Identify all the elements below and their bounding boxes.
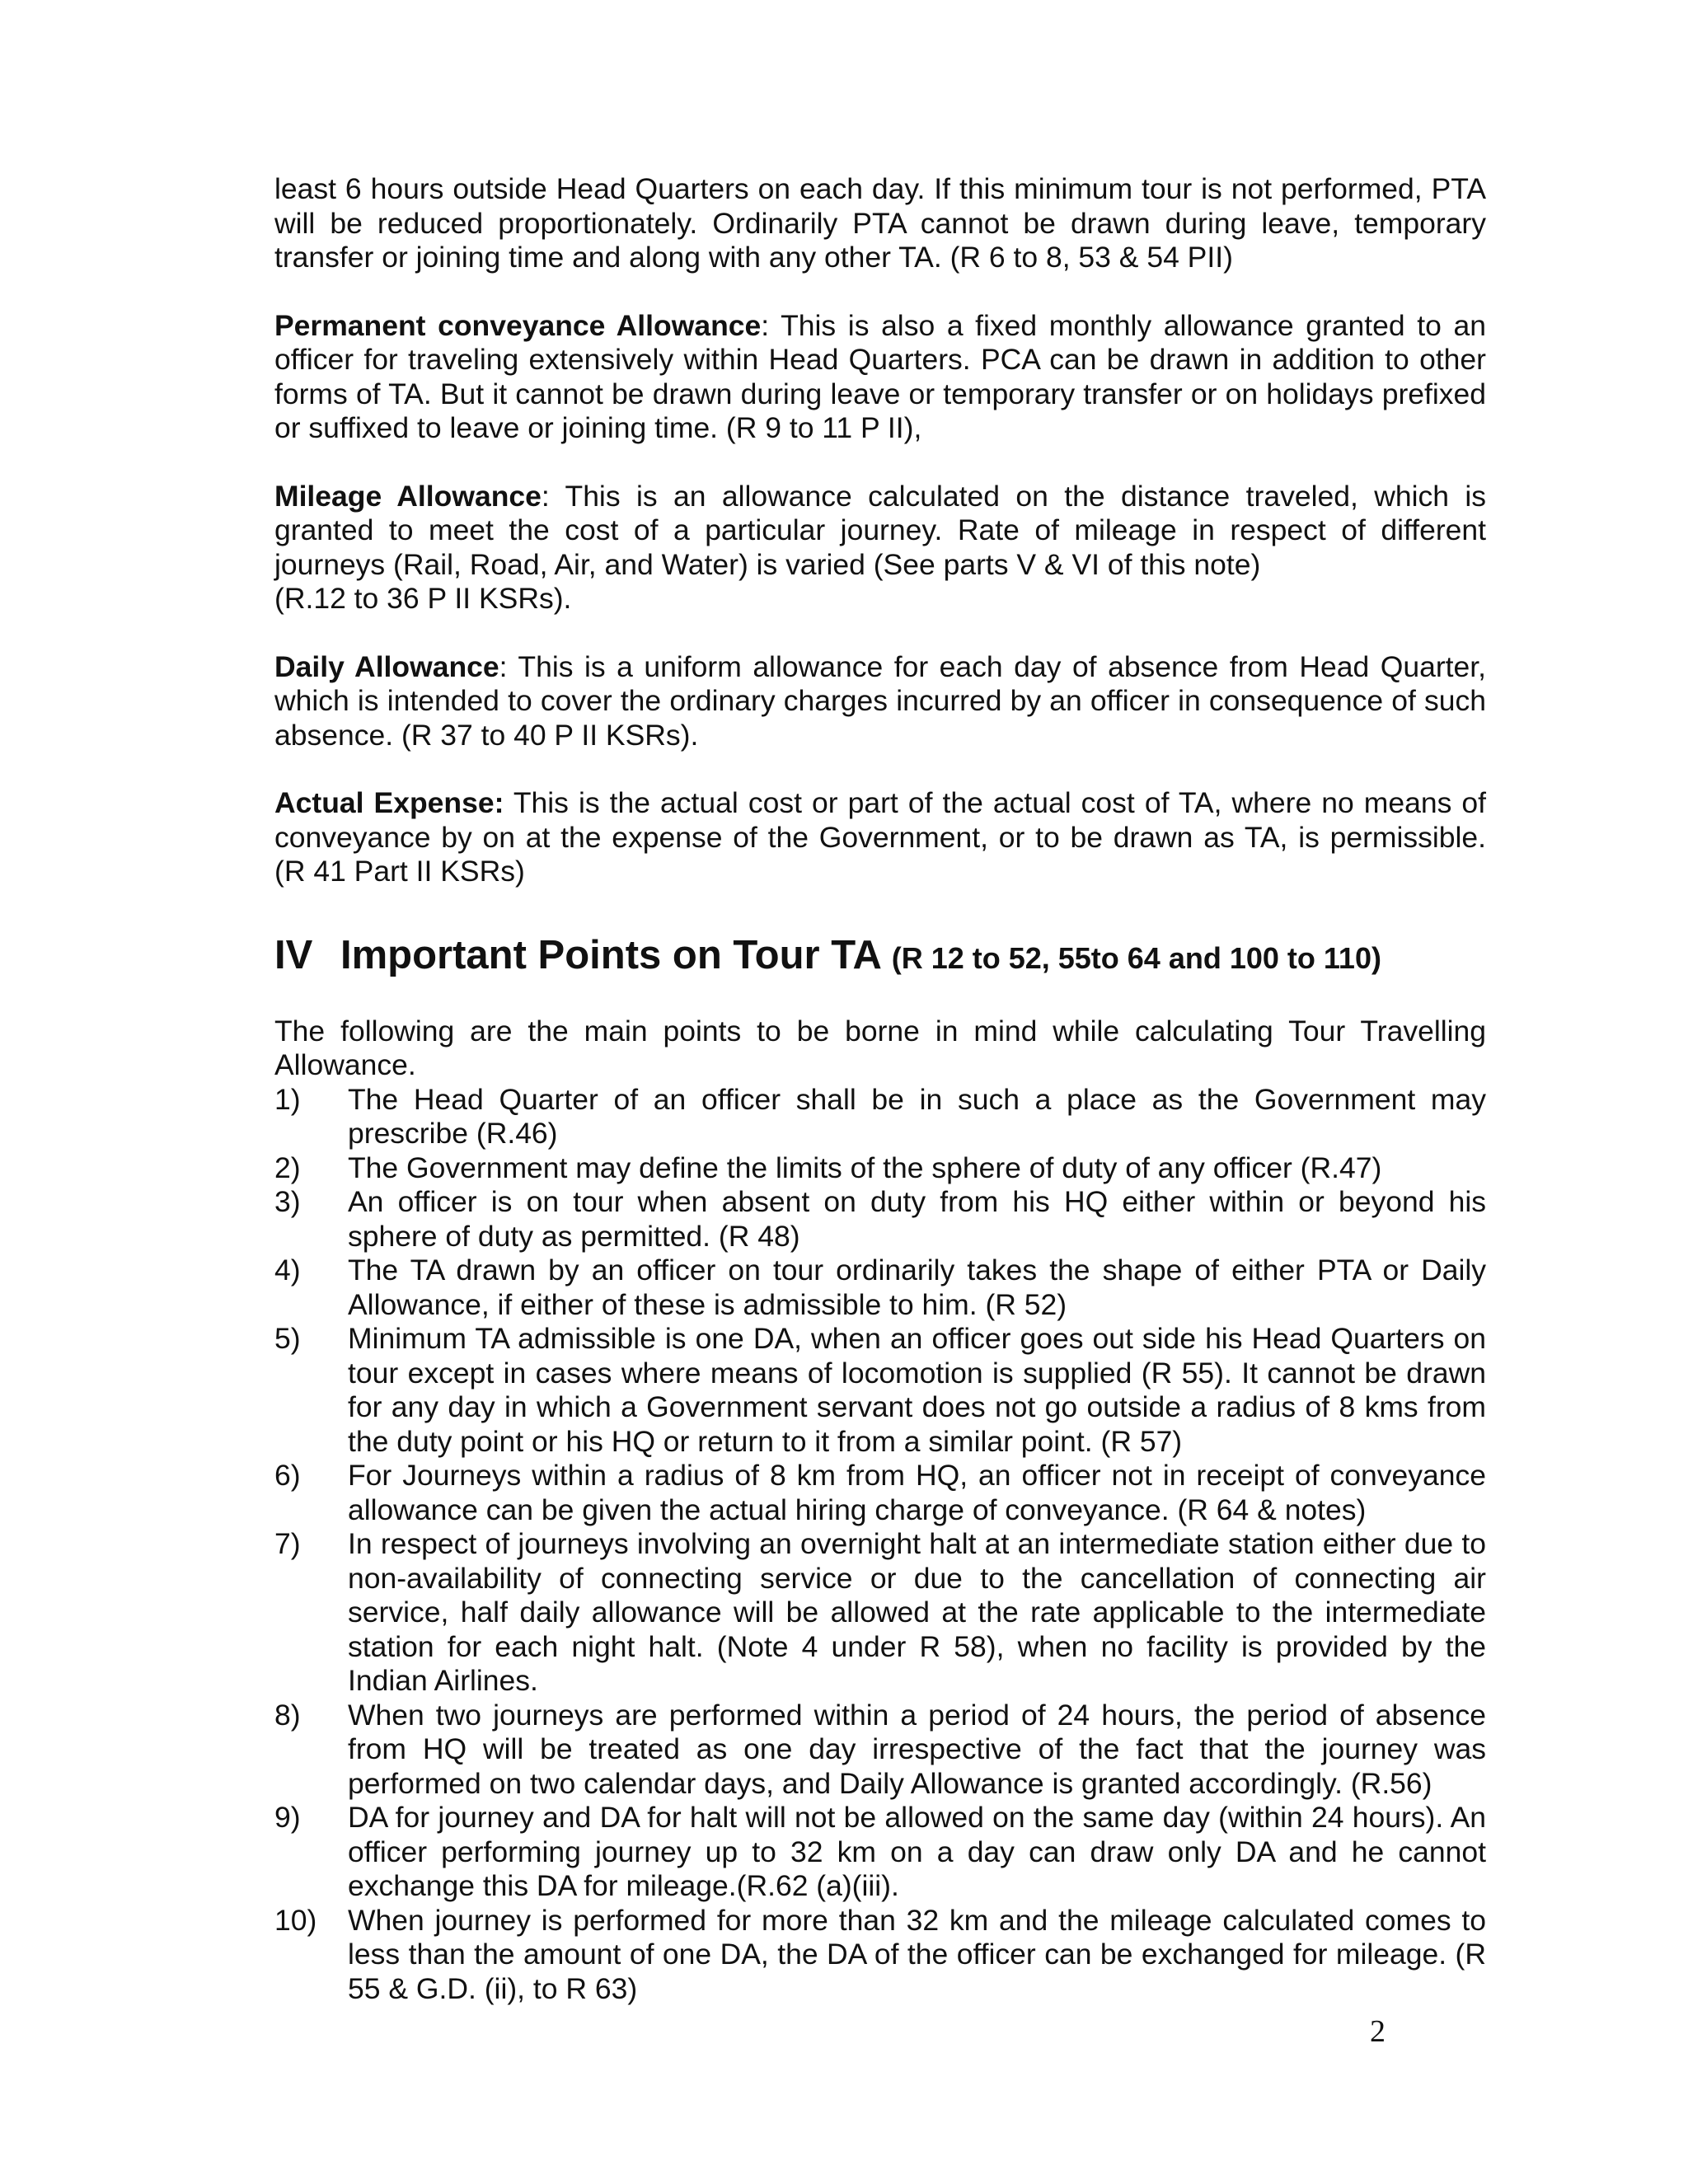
- item-number: 7): [274, 1527, 301, 1560]
- item-text: For Journeys within a radius of 8 km from HQ, an officer not in receipt of conveyance allowance can be given the actual hiring charge of conveyance. (R 64 & notes): [348, 1459, 1486, 1526]
- definition-text: This is also a fixed monthly allowance granted to an officer for traveling extensively within Head Quarters. PCA can be drawn in addition to other forms of TA. But it cannot be drawn during leave or temporary transfer or on holidays prefixed or suffixed to leave or joining time. (R 9 to 11 P II),: [274, 308, 1486, 444]
- list-item: [274, 1527, 1486, 1699]
- list-item: [274, 1801, 1486, 1904]
- definition-separator: :: [541, 479, 550, 513]
- item-text: The Government may define the limits of the sphere of duty of any officer (R.47): [348, 1151, 1382, 1184]
- page-number: 2: [1370, 2014, 1386, 2049]
- section-heading: [274, 930, 1486, 983]
- definition-permanent-conveyance: [274, 309, 1486, 446]
- item-text: When two journeys are performed within a period of 24 hours, the period of absence from HQ will be treated as one day irrespective of the fact that the journey was performed on two calendar days, and Daily Allowance is granted accordingly. (R.56): [348, 1698, 1486, 1800]
- list-item: [274, 1185, 1486, 1254]
- item-number: 8): [274, 1698, 301, 1732]
- definition-text: This is the actual cost or part of the actual cost of TA, where no means of conveyance by on at the expense of the Government, or to be drawn as TA, is permissible. (R 41 Part II KSRs): [274, 786, 1487, 888]
- item-number: 5): [274, 1322, 301, 1355]
- item-number: 10): [274, 1903, 317, 1937]
- definition-text: This is a uniform allowance for each day of absence from Head Quarter, which is intended to cover the ordinary charges incurred by an officer in consequence of such absence. (R 37 to 40 P II KSRs).: [274, 649, 1486, 752]
- definition-mileage: [274, 480, 1486, 616]
- item-text: When journey is performed for more than 32 km and the mileage calculated comes to less than the amount of one DA, the DA of the officer can be exchanged for mileage. (R 55 & G.D. (ii), to R 63): [348, 1903, 1486, 2005]
- definition-separator: :: [761, 308, 770, 342]
- definition-text: This is an allowance calculated on the distance traveled, which is granted to meet the cost of a particular journey. Rate of mileage in respect of different journeys (Rail, Road, Air, and Water) is varied (See parts V & VI of this note): [274, 479, 1486, 581]
- list-item: [274, 1254, 1486, 1322]
- item-number: 2): [274, 1151, 301, 1184]
- item-number: 3): [274, 1185, 301, 1218]
- list-item: [274, 1699, 1486, 1802]
- item-text: DA for journey and DA for halt will not be allowed on the same day (within 24 hours). An officer performing journey up to 32 km on a day can draw only DA and he cannot exchange this DA for mileage.(R.62 (a)(iii).: [348, 1801, 1486, 1902]
- definition-term: Mileage Allowance: [274, 479, 542, 513]
- definition-term: Daily Allowance: [274, 649, 499, 683]
- definition-separator: :: [499, 649, 508, 683]
- item-number: 4): [274, 1254, 301, 1286]
- points-list: [274, 1083, 1486, 2007]
- definition-term: Permanent conveyance Allowance: [274, 308, 762, 342]
- section-references: (R 12 to 52, 55to 64 and 100 to 110): [891, 940, 1381, 975]
- definition-term: Actual Expense:: [274, 786, 504, 819]
- intro-paragraph: least 6 hours outside Head Quarters on each day. If this minimum tour is not performed, PTA will be reduced proportionately. Ordinarily PTA cannot be drawn during leave, temporary transfer or joining time and along with any other TA. (R 6 to 8, 53 & 54 PII): [274, 172, 1486, 274]
- item-text: In respect of journeys involving an overnight halt at an intermediate station either due to non-availability of connecting service or due to the cancellation of connecting air service, half daily allowance will be allowed at the rate applicable to the intermediate station for each night halt. (Note 4 under R 58), when no facility is provided by the Indian Airlines.: [348, 1527, 1486, 1697]
- section-intro: The following are the main points to be borne in mind while calculating Tour Travelling Allowance.: [274, 1014, 1486, 1081]
- item-text: The Head Quarter of an officer shall be in such a place as the Government may prescribe (R.46): [348, 1082, 1486, 1150]
- definition-actual-expense: [274, 786, 1486, 889]
- document-page: [274, 172, 1486, 2006]
- item-text: Minimum TA admissible is one DA, when an officer goes out side his Head Quarters on tour except in cases where means of locomotion is supplied (R 55). It cannot be drawn for any day in which a Government servant does not go outside a radius of 8 kms from the duty point or his HQ or return to it from a similar point. (R 57): [348, 1322, 1486, 1458]
- item-number: 6): [274, 1459, 301, 1492]
- item-number: 1): [274, 1082, 301, 1116]
- list-item: [274, 1083, 1486, 1151]
- definition-reference: (R.12 to 36 P II KSRs).: [274, 582, 572, 615]
- definition-daily: [274, 650, 1486, 753]
- item-text: An officer is on tour when absent on duty from his HQ either within or beyond his sphere of duty as permitted. (R 48): [348, 1185, 1486, 1253]
- item-text: The TA drawn by an officer on tour ordinarily takes the shape of either PTA or Daily Allowance, if either of these is admissible to him. (R 52): [348, 1254, 1486, 1321]
- list-item: [274, 1904, 1486, 2007]
- section-number: IV: [274, 932, 313, 977]
- item-number: 9): [274, 1801, 301, 1834]
- list-item: [274, 1459, 1486, 1527]
- list-item: [274, 1322, 1486, 1459]
- list-item: [274, 1151, 1486, 1186]
- section-title: Important Points on Tour TA: [340, 932, 881, 977]
